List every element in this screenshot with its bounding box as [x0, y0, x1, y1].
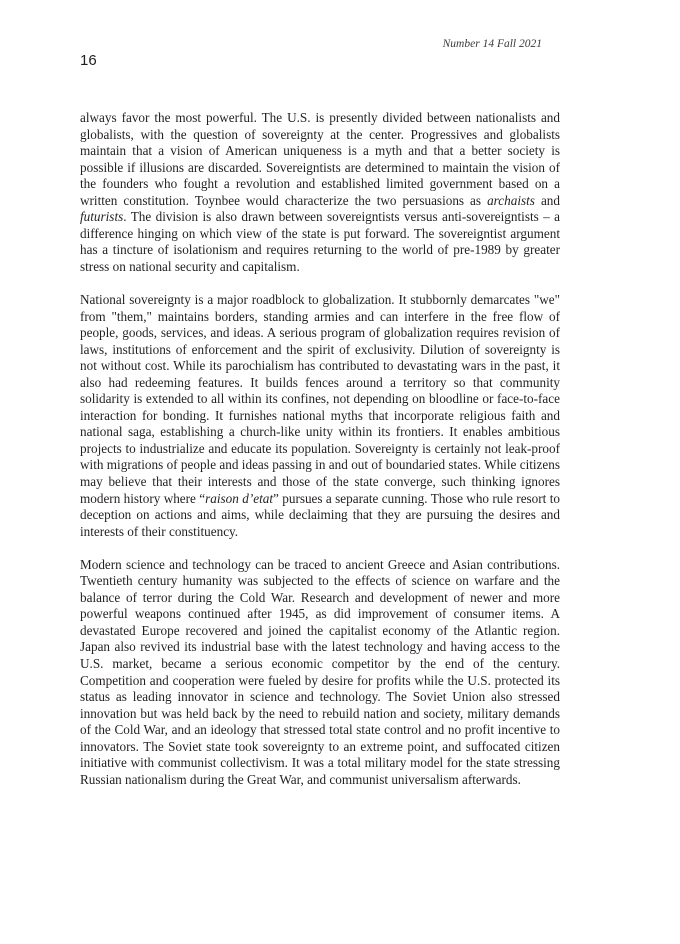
paragraph-1-emphasis-futurists: futurists [80, 209, 124, 225]
page-number: 16 [80, 52, 97, 69]
paragraph-1-text-a: always favor the most powerful. The U.S. is presently divided between nationalists and globalists, with the question of sovereignty at the center. Progressives and globalists maintain that a vision of American uniqueness is a myth and that a better society is possible if illusions are discarded. Sovereigntists are determined to maintain the vision of the founders who fought a revolution and established limited government based on a written constitution. Toynbee would characterize the two persuasions as [80, 110, 560, 208]
running-head: Number 14 Fall 2021 [442, 38, 542, 50]
paragraph-2-emphasis-raison-detat: raison d’etat [205, 490, 274, 506]
paragraph-3: Modern science and technology can be traced to ancient Greece and Asian contributions. Twentieth century humanity was subjected to the effects of science on warfare and the balance of terror during the Cold War. Research and development of newer and more powerful weapons continued after 1945, as did improvement of consumer items. A devastated Europe recovered and joined the capitalist economy of the Atlantic region. Japan also revived its industrial base with the latest technology and having access to the U.S. market, became a serious economic competitor by the end of the century. Competition and cooperation were fueled by desire for profits while the U.S. protected its status as leading innovator in science and technology. The Soviet Union also stressed innovation but was held back by the need to rebuild nation and society, military demands of the Cold War, and an ideology that stressed total state control and no profit incentive to innovators. The Soviet state took sovereignty to an extreme point, and suffocated citizen initiative with communist collectivism. It was a total military model for the state stressing Russian nationalism during the Great War, and communist universalism afterwards. [80, 556, 560, 787]
paragraph-2-text-b: ” pursues a separate cunning. Those who rule resort to deception on actions and aims, while declaiming that they are pursuing the desires and interests of their constituency. [80, 490, 560, 539]
body-text [80, 110, 560, 788]
paragraph-1-emphasis-archaists: archaists [487, 192, 535, 208]
paragraph-2-text-a: National sovereignty is a major roadblock to globalization. It stubbornly demarcates "we" from "them," maintains borders, standing armies and can interfere in the free flow of people, goods, services, and ideas. A serious program of globalization requires revision of laws, institutions of enforcement and the spirit of exclusivity. Dilution of sovereignty is not without cost. While its parochialism has contributed to devastating wars in the past, it also had redeeming features. It builds fences around a territory so that community solidarity is extended to all within its confines, not depending on bloodline or face-to-face interaction for bonding. It furnishes national myths that incorporate religious faith and national saga, establishing a church-like unity within its frontiers. It enables ambitious projects to industrialize and educate its population. Sovereignty is certainly not leak-proof with migrations of people and ideas passing in and out of boundaried states. While citizens may believe that their interests and those of the state converge, such thinking ignores modern history where “ [80, 291, 560, 506]
paragraph-1-text-c: . The division is also drawn between sovereigntists versus anti-sovereigntists – a difference hinging on which view of the state is put forward. The sovereigntist argument has a tincture of isolationism and requires returning to the world of pre-1989 by greater stress on national security and capitalism. [80, 209, 560, 274]
paragraph-1 [80, 110, 560, 275]
paragraph-1-text-b: and [534, 192, 560, 208]
paragraph-2 [80, 292, 560, 540]
